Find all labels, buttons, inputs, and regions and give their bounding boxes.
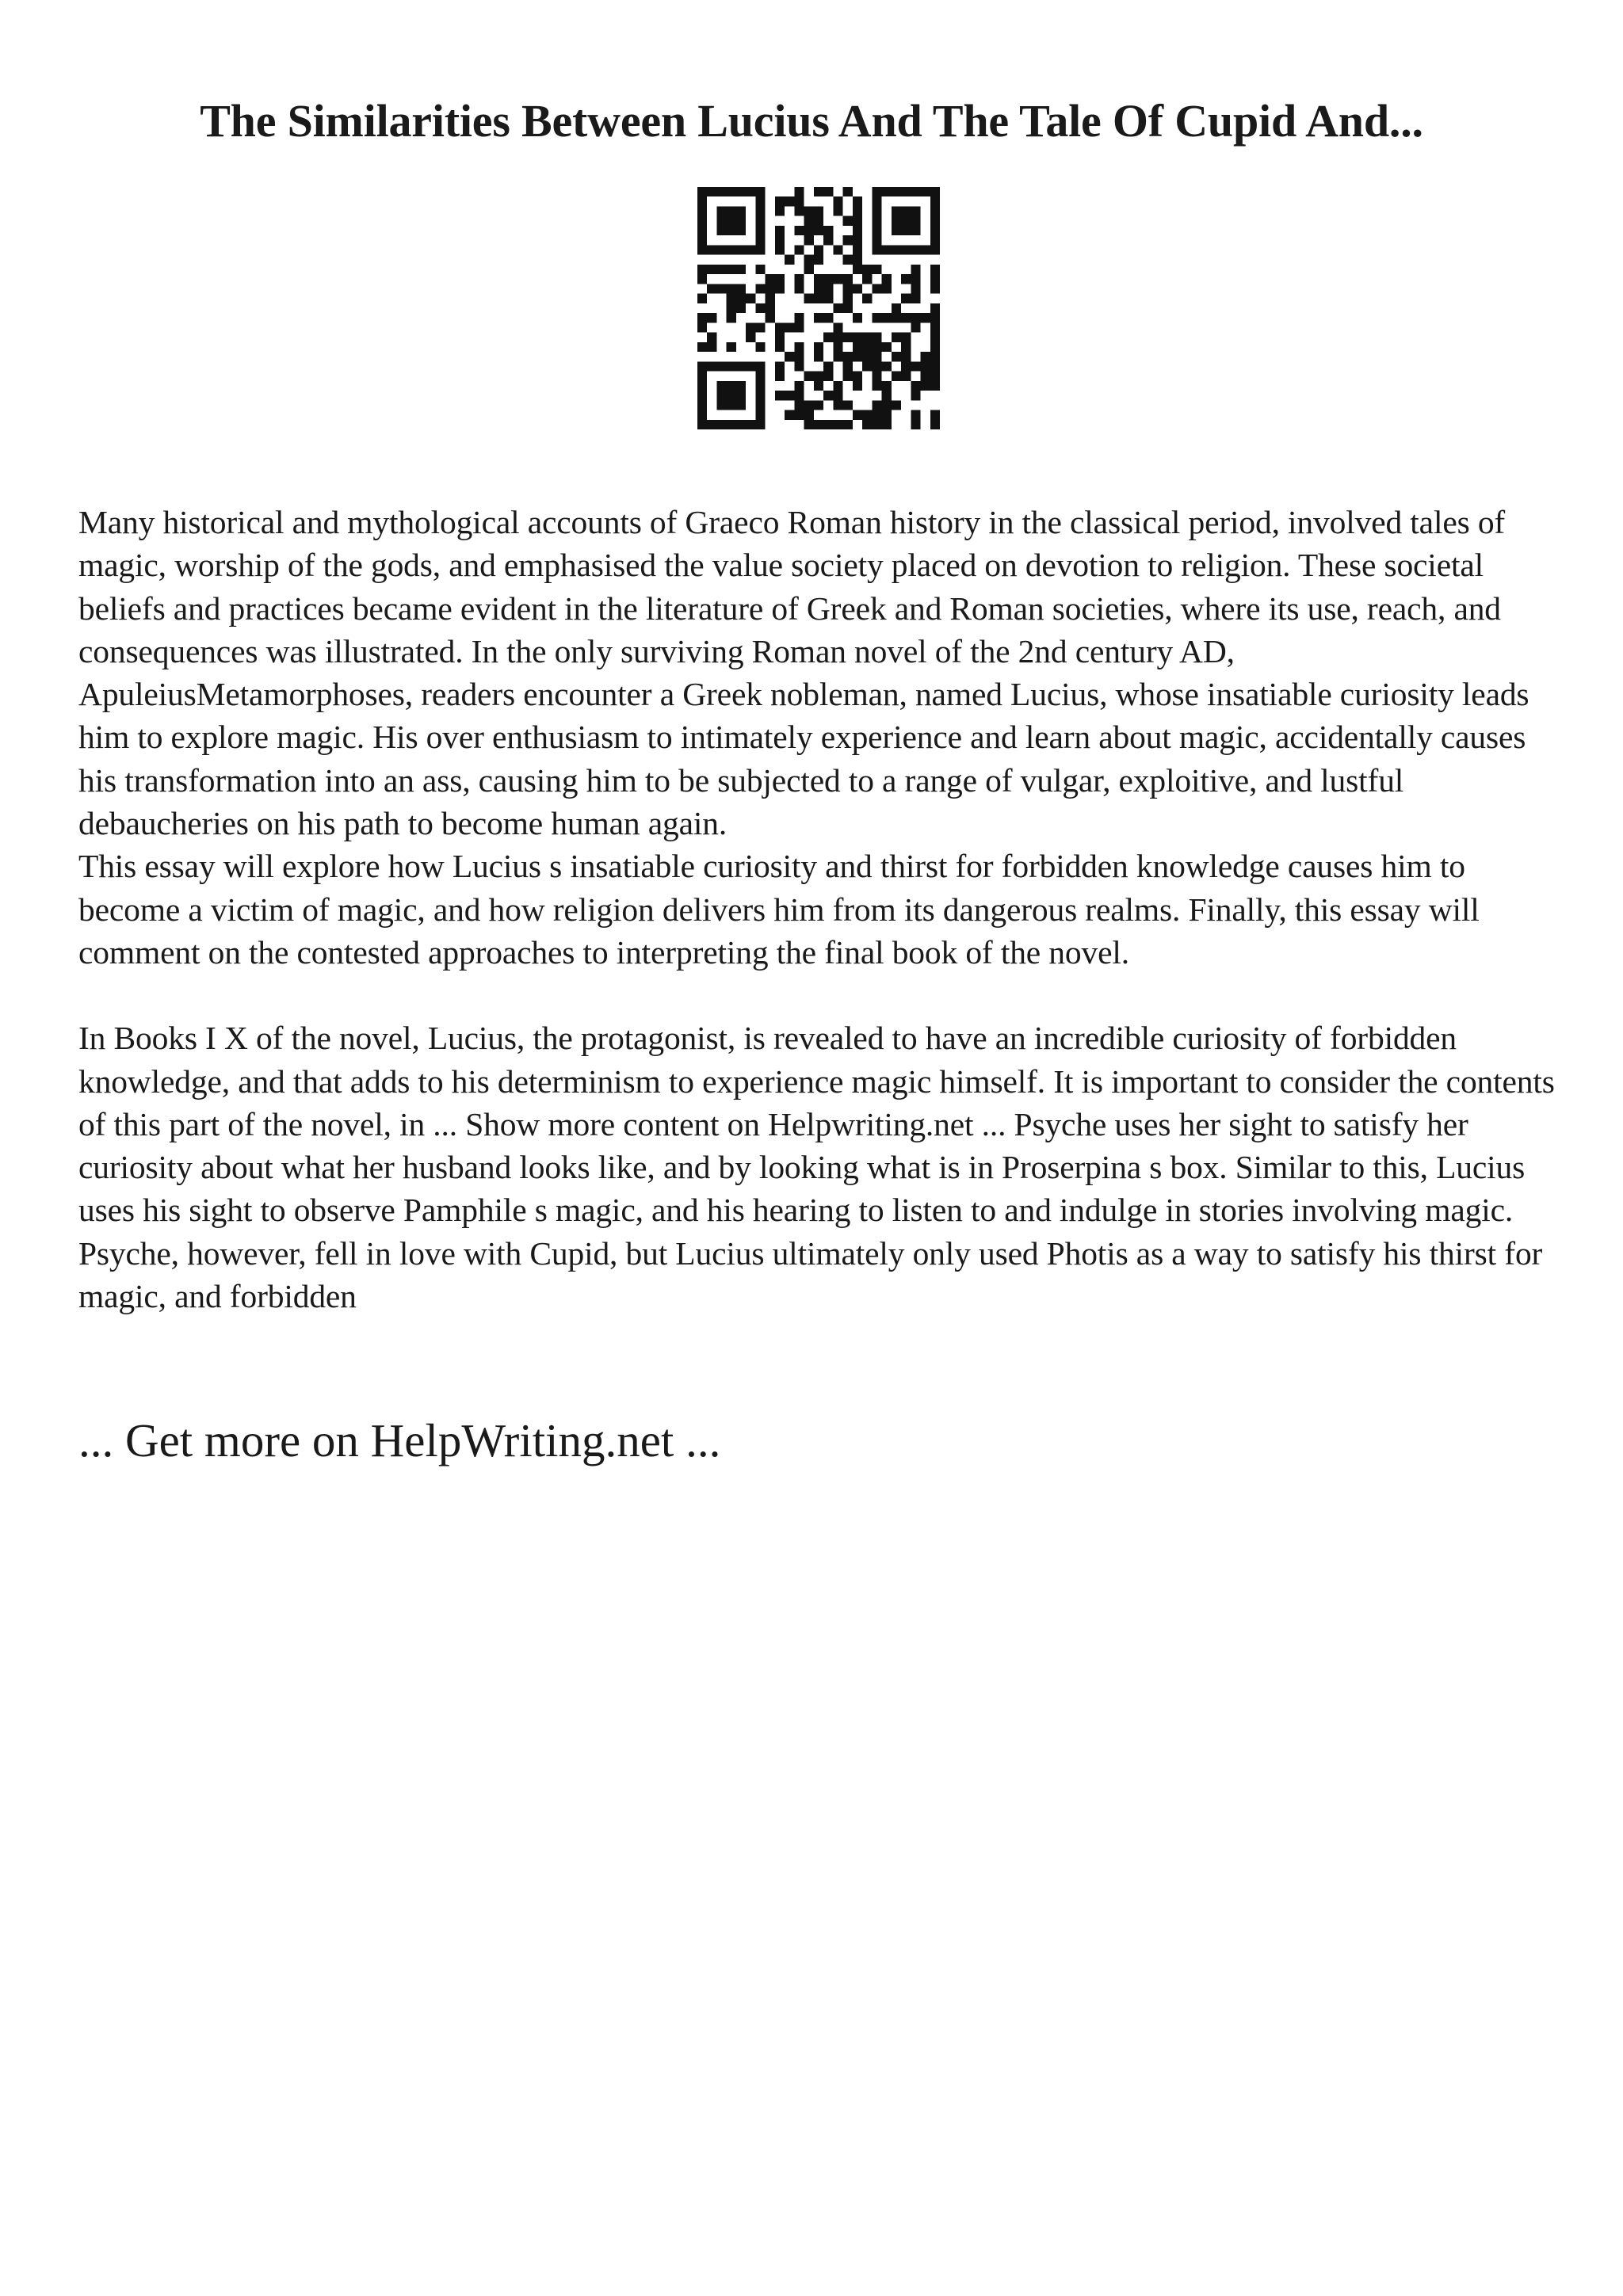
page-title: The Similarities Between Lucius And The Tale Of Cupid And...	[200, 95, 1423, 147]
paragraph-intro: Many historical and mythological accounts of Graeco Roman history in the classical period, involved tales of magic, worship of the gods, and emphasised the value society placed on devotion to religion. These societal beliefs and practices became evident in the literature of Greek and Roman societies, where its use, reach, and consequences was illustrated. In the only surviving Roman novel of the 2nd century AD, ApuleiusMetamorphoses, readers encounter a Greek nobleman, named Lucius, whose insatiable curiosity leads him to explore magic. His over enthusiasm to intimately experience and learn about magic, accidentally causes his transformation into an ass, causing him to be subjected to a range of vulgar, exploitive, and lustful debaucheries on his path to become human again.	[78, 504, 1529, 842]
get-more-link[interactable]: ... Get more on HelpWriting.net ...	[78, 1414, 721, 1466]
paragraph-thesis: This essay will explore how Lucius s insatiable curiosity and thirst for forbidden knowledge causes him to become a victim of magic, and how religion delivers him from its dangerous realms. Finally, this essay will comment on the contested approaches to interpreting the final book of the novel.	[78, 848, 1480, 971]
qr-code-icon	[697, 187, 940, 429]
paragraph-gap	[78, 974, 1568, 1016]
paragraph-books: In Books I X of the novel, Lucius, the protagonist, is revealed to have an incredible curiosity of forbidden knowledge, and that adds to his determinism to experience magic himself. It is important to consider the contents of this part of the novel, in ... Show more content on Helpwriting.net ... Psyche uses her sight to satisfy her curiosity about what her husband looks like, and by looking what is in Proserpina s box. Similar to this, Lucius uses his sight to observe Pamphile s magic, and his hearing to listen to and indulge in stories involving magic. Psyche, however, fell in love with Cupid, but Lucius ultimately only used Photis as a way to satisfy his thirst for magic, and forbidden	[78, 1020, 1555, 1315]
essay-body	[78, 501, 1568, 1318]
